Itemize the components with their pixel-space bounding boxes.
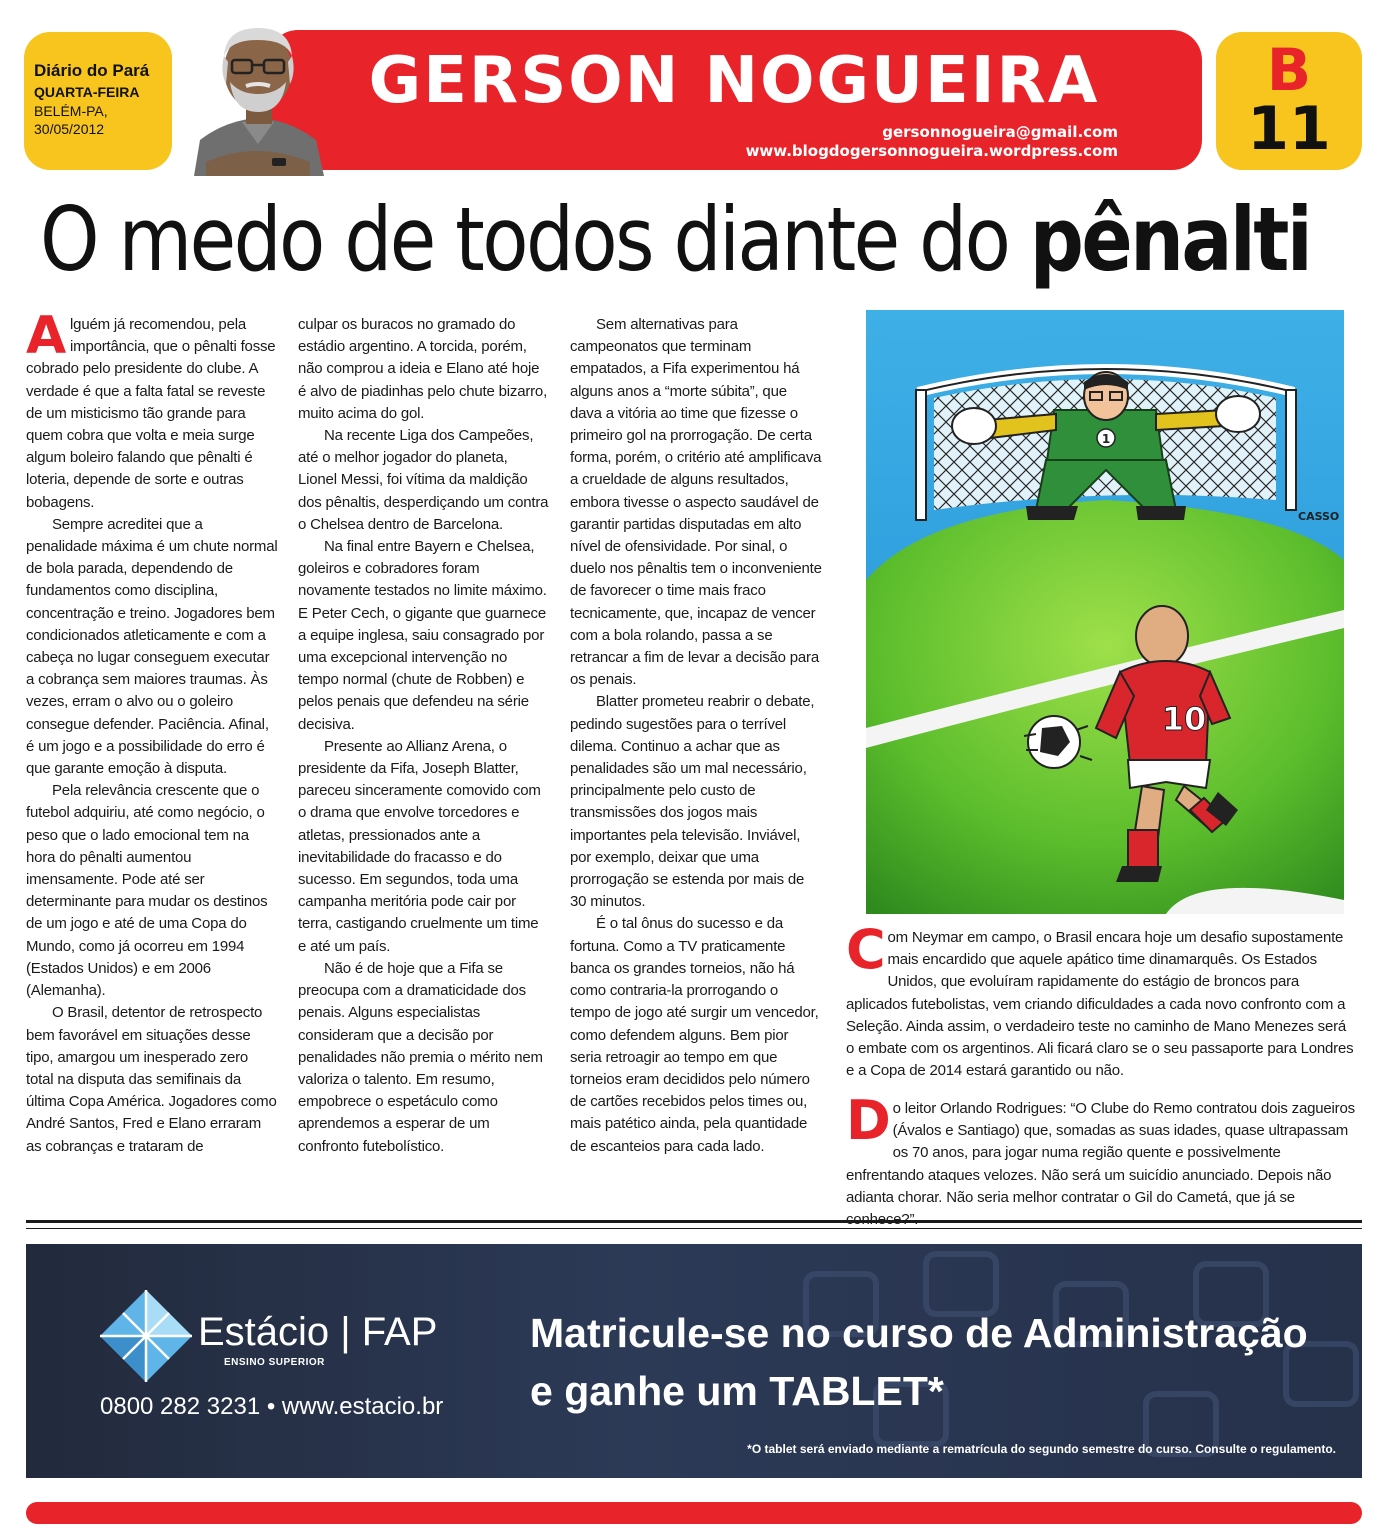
paragraph: Não é de hoje que a Fifa se preocupa com a dramaticidade dos penais. Alguns especialistas consideram que a decisão por penalidades não premia o mérito nem valoriza o talento. Em resumo, empobrece o espetáculo como aprendemos a esperar de um confronto futebolístico. <box>298 959 543 1155</box>
ad-contact: 0800 282 3231 • www.estacio.br <box>100 1393 444 1420</box>
paragraph: Na final entre Bayern e Chelsea, goleiros e cobradores foram novamente testados no limite máximo. E Peter Cech, o gigante que guarnece a equipe inglesa, saiu consagrado por uma excepcional intervenção no tempo normal (chute de Robben) e pelos penais que defendeu na série decisiva. <box>298 538 547 733</box>
paragraph: É o tal ônus do sucesso e da fortuna. Como a TV praticamente banca os grandes torneios, não há como contraria-la prorrogando o tempo de jogo até surgir um vencedor, como defendem alguns. Bem pior seria retroagir ao tempo em que torneios eram decididos pelo número de cartões recebidos pelos times ou, mais patético ainda, pela quantidade de escanteios para cada lado. <box>570 915 819 1155</box>
note-text: om Neymar em campo, o Brasil encara hoje um desafio supostamente mais encardido que aquele apático time dinamarquês. Os Estados Unidos, que evoluíram rapidamente do estágio de broncos para aplicados futebolistas, vem criando dificuldades a cada novo confronto com a Seleção. Ainda assim, o verdadeiro teste no caminho de Mano Menezes será o embate com os argentinos. Ali ficará claro se o seu passaporte para Londres e a Copa de 2014 estará garantido ou não. <box>846 929 1354 1080</box>
date: 30/05/2012 <box>34 121 105 137</box>
estacio-logo-icon <box>98 1288 194 1384</box>
paragraph: Sempre acreditei que a penalidade máxima é um chute normal de bola parada, dependendo de fundamentos como disciplina, concentração e treino. Jogadores bem condicionados atleticamente e com a cabeça no lugar conseguem executar a cobrança sem maiores traumas. Às vezes, erram o alvo ou o goleiro consegue defender. Paciência. Afinal, é um jogo e a possibilidade do erro é que garante emoção à disputa. <box>26 515 278 778</box>
goalkeeper-number: 1 <box>1101 432 1111 446</box>
ad-disclaimer: *O tablet será enviado mediante a rematrícula do segundo semestre do curso. Consulte o regulamento. <box>747 1442 1336 1456</box>
paragraph: Sem alternativas para campeonatos que terminam empatados, a Fifa experimentou há alguns anos a “morte súbita”, que dava a vitória ao time que fizesse o primeiro gol na prorrogação. De certa forma, porém, o critério até amplificava a crueldade de alguns resultados, embora tivesse o aspecto saudável de garantir partidas disputadas em alto nível de ofensividade. Por sinal, o duelo nos pênaltis tem o inconveniente de favorecer o time mais fraco tecnicamente, que, incapaz de vencer com a bola rolando, passa a se retrancar a fim de levar a decisão para os penais. <box>570 316 822 689</box>
section-letter: B <box>1266 36 1312 104</box>
ad-brand-sub: ENSINO SUPERIOR <box>224 1357 325 1368</box>
newspaper-name: Diário do Pará <box>34 61 150 80</box>
paragraph-text: lguém já recomendou, pela importância, que o pênalti fosse cobrado pelo presidente do clube. A verdade é que a falta fatal se reveste de um misticismo tão grande para quem cobra que volta e meia surge algum boleiro falando que pênalti é loteria, depende de sorte e outras bobagens. <box>26 316 276 511</box>
note-text: o leitor Orlando Rodrigues: “O Clube do Remo contratou dois zagueiros (Ávalos e Santiago) que, somadas as suas idades, quase ultrapassam os 70 anos, para jogar numa região quente e possivelmente enfrentando ataques velozes. Não será um suicídio anunciado. Depois não adianta chorar. Não seria melhor contratar o Gil do Cametá, que já se <box>846 1100 1355 1206</box>
ad-promo-line-2: e ganhe um TABLET* <box>530 1368 944 1414</box>
weekday: QUARTA-FEIRA <box>34 84 140 100</box>
columnist-email: gersonnogueira@gmail.com <box>882 123 1118 141</box>
ad-brand: Estácio | FAP <box>198 1310 438 1354</box>
note-neymar <box>846 918 1356 1082</box>
columnist-blog: www.blogdogersonnogueira.wordpress.com <box>745 142 1118 160</box>
columnist-photo <box>186 12 330 176</box>
note-reader <box>846 1089 1356 1231</box>
paragraph: Pela relevância crescente que o futebol adquiriu, até como negócio, o peso que o lado emocional tem na hora do pênalti aumentou imensamente. Pode até ser determinante para mudar os destinos de um jogo e até de uma Copa do Mundo, como já ocorreu em 1994 (Estados Unidos) e em 2006 (Alemanha). <box>26 782 268 1000</box>
headline-regular: O medo de todos diante do <box>40 188 1030 291</box>
paragraph: Na recente Liga dos Campeões, até o melhor jogador do planeta, Lionel Messi, foi vítima da maldição dos pênaltis, desperdiçando um contra o Chelsea dentro de Barcelona. <box>298 427 549 533</box>
article-column-1 <box>26 306 278 1158</box>
paragraph: Blatter prometeu reabrir o debate, pedindo sugestões para o terrível dilema. Continuo a achar que as penalidades são um mal necessário, principalmente pelo custo de transmissões dos jogos mais importantes pela televisão. Inviável, por exemplo, deixar que uma prorrogação se estenda por mais de 30 minutos. <box>570 693 815 911</box>
footer-bar <box>26 1502 1362 1524</box>
divider-thick <box>26 1220 1362 1223</box>
dropcap: D <box>846 1089 891 1152</box>
city: BELÉM-PA, <box>34 103 108 119</box>
advertisement[interactable] <box>26 1244 1362 1478</box>
dropcap: A <box>26 306 67 366</box>
columnist-name: GERSON NOGUEIRA <box>368 44 1100 118</box>
divider-thin <box>26 1228 1362 1229</box>
date-box <box>24 32 172 170</box>
cartoon-illustration <box>866 310 1344 914</box>
paragraph: O Brasil, detentor de retrospecto bem favorável em situações desse tipo, amargou um inesperado zero total na disputa das semifinais da última Copa América. Jogadores como André Santos, Fred e Elano erraram as cobranças e trataram de <box>26 1004 277 1155</box>
cartoon-signature: CASSO <box>1298 510 1340 523</box>
headline <box>40 184 1311 296</box>
columnist-banner <box>268 30 1202 170</box>
dropcap: C <box>846 918 886 981</box>
page-box <box>1216 32 1362 170</box>
article-column-2 <box>298 314 550 1158</box>
ad-promo-line-1: Matricule-se no curso de Administração <box>530 1310 1308 1356</box>
page-number: 11 <box>1247 94 1331 164</box>
headline-bold: pênalti <box>1029 188 1311 291</box>
paragraph: culpar os buracos no gramado do estádio argentino. A torcida, porém, não comprou a ideia e Elano até hoje é alvo de piadinhas pelo chute bizarro, muito acima do gol. <box>298 316 548 422</box>
paragraph: Presente ao Allianz Arena, o presidente da Fifa, Joseph Blatter, pareceu sinceramente comovido com o drama que envolve torcedores e atletas, pressionados ante a inevitabilidade do fracasso e do sucesso. Em segundos, toda uma campanha meritória pode cair por terra, castigando cruelmente um time e até um país. <box>298 737 541 955</box>
paragraph <box>26 306 278 514</box>
article-column-3 <box>570 314 822 1158</box>
kicker-number: 10 <box>1161 700 1207 738</box>
